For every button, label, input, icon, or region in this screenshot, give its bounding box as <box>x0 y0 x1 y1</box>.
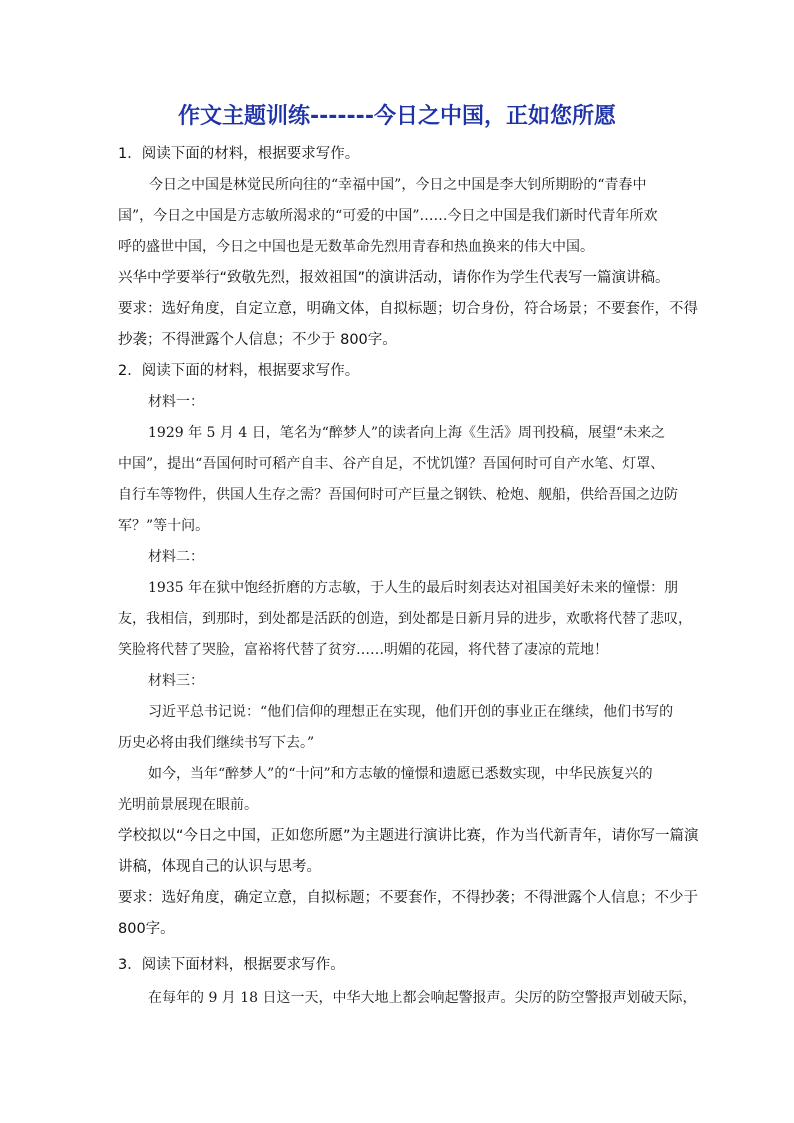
q1-material-line: 今日之中国是林觉民所向往的“幸福中国”，今日之中国是李大钊所期盼的“青春中 <box>149 177 647 193</box>
question-1-heading: 1．阅读下面的材料，根据要求写作。 <box>118 146 360 162</box>
material-3-line: 历史必将由我们继续书写下去。” <box>118 735 315 751</box>
q1-task-line: 兴华中学要举行“致敬先烈，报效祖国”的演讲活动，请你作为学生代表写一篇演讲稿。 <box>118 270 670 286</box>
material-3-label: 材料三： <box>148 673 204 689</box>
material-3-line: 习近平总书记说：“他们信仰的理想正在实现，他们开创的事业正在继续，他们书写的 <box>148 704 674 720</box>
q1-material-line: 呼的盛世中国，今日之中国也是无数革命先烈用青春和热血换来的伟大中国。 <box>118 239 594 255</box>
q2-task-line: 讲稿，体现自己的认识与思考。 <box>118 859 321 875</box>
material-1-line: 1929 年 5 月 4 日，笔名为“醉梦人”的读者向上海《生活》周刊投稿，展望“未来之 <box>148 425 666 441</box>
question-3-heading: 3．阅读下面材料，根据要求写作。 <box>118 957 345 973</box>
q1-requirement-line: 抄袭；不得泄露个人信息；不少于 800字。 <box>118 332 397 348</box>
material-1-label: 材料一： <box>148 394 204 410</box>
q1-material-line: 国”，今日之中国是方志敏所渴求的“可爱的中国”……今日之中国是我们新时代青年所欢 <box>118 208 658 224</box>
q2-requirement-line: 800字。 <box>118 921 175 937</box>
material-3-line: 光明前景展现在眼前。 <box>118 797 258 813</box>
q2-task-line: 学校拟以“今日之中国，正如您所愿”为主题进行演讲比赛，作为当代新青年，请你写一篇演 <box>118 828 699 844</box>
material-1-line: 中国”，提出“吾国何时可稻产自丰、谷产自足，不忧饥馑？吾国何时可自产水笔、灯罩、 <box>118 456 665 472</box>
q1-requirement-line: 要求：选好角度，自定立意，明确文体，自拟标题；切合身份，符合场景；不要套作，不得 <box>118 301 698 317</box>
material-2-line: 1935 年在狱中饱经折磨的方志敏，于人生的最后时刻表达对祖国美好未来的憧憬：朋 <box>148 580 679 596</box>
q3-material-line: 在每年的 9 月 18 日这一天，中华大地上都会响起警报声。尖厉的防空警报声划破天际， <box>148 990 697 1006</box>
material-3-line: 如今，当年“醉梦人”的“十问”和方志敏的憧憬和遗愿已悉数实现，中华民族复兴的 <box>148 766 653 782</box>
q2-requirement-line: 要求：选好角度，确定立意，自拟标题；不要套作，不得抄袭；不得泄露个人信息；不少于 <box>118 890 698 906</box>
document-title: 作文主题训练-------今日之中国，正如您所愿 <box>178 104 616 129</box>
material-2-label: 材料二： <box>148 549 204 565</box>
question-2-heading: 2．阅读下面的材料，根据要求写作。 <box>118 363 360 379</box>
material-1-line: 军？”等十问。 <box>118 518 210 534</box>
material-2-line: 友，我相信，到那时，到处都是活跃的创造，到处都是日新月异的进步，欢歌将代替了悲叹， <box>118 611 692 627</box>
material-2-line: 笑脸将代替了哭脸，富裕将代替了贫穷……明媚的花园，将代替了凄凉的荒地！ <box>118 642 608 658</box>
material-1-line: 自行车等物件，供国人生存之需？吾国何时可产巨量之钢铁、枪炮、舰船，供给吾国之边防 <box>118 487 678 503</box>
